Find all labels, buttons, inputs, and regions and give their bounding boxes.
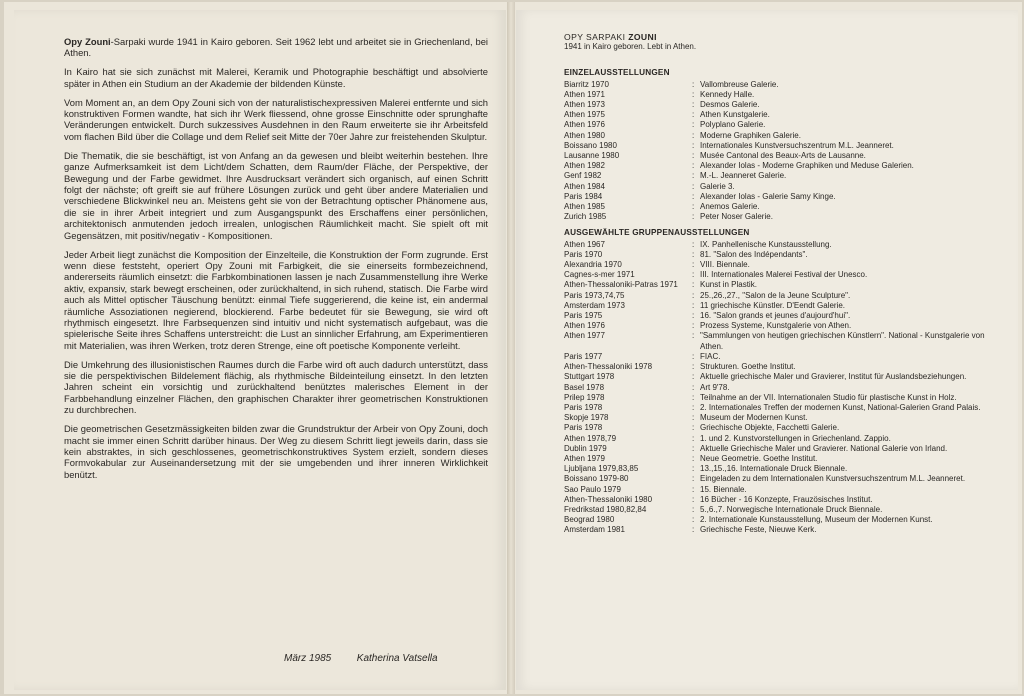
separator: : — [692, 120, 695, 130]
essay-paragraph-7: Die geometrischen Gesetzmässigkeiten bilden zwar die Grundstruktur der Arbeir von Opy Zouni, doch macht sie immer einen Schritt darüber hinaus. Der Weg zu diesem Schritt liegt jeweils darin, dass sie kein abstraktes, in sich geschlossenes, geometrischkonstruktives System erzielt, sondern dieses Formvokabular zur Auseinandersetzung mit der sie umgebenden und ihrer inneren Wirklichkeit benützt. — [64, 423, 488, 480]
exhibition-place: Athen 1971 — [564, 89, 605, 99]
exhibition-row — [564, 454, 1004, 464]
exhibition-place: Athen 1977 — [564, 331, 605, 341]
exhibition-place: Basel 1978 — [564, 382, 605, 392]
separator: : — [692, 270, 695, 280]
exhibition-place: Athen 1975 — [564, 110, 605, 120]
separator: : — [692, 202, 695, 212]
exhibition-description: Athen Kunstgalerie. — [700, 110, 770, 120]
separator: : — [692, 212, 695, 222]
exhibition-row — [564, 485, 1004, 495]
exhibition-place: Athen 1976 — [564, 321, 605, 331]
essay-paragraph-6: Die Umkehrung des illusionistischen Raumes durch die Farbe wird oft auch dadurch unterstützt, dass sie die perspektivischen Bildelement flächig, als rhythmische Bildeinteilung einsetzt. In den letzten Jahren scheint ein vorsichtig und zurückhaltend benütztes malerisches Element in der Farbbehandlung einzelner Flächen, den graphischen Charakter ihrer geometrischen Konstruktionen zu durchbrechen. — [64, 358, 488, 416]
exhibition-description: 13.,15.,16. Internationale Druck Biennale. — [700, 464, 848, 474]
exhibition-row — [564, 464, 1004, 474]
group-section-title: AUSGEWÄHLTE GRUPPENAUSSTELLUNGEN — [564, 228, 750, 238]
exhibition-description: Kunst in Plastik. — [700, 280, 757, 290]
separator: : — [692, 402, 695, 412]
separator: : — [692, 464, 695, 474]
exhibition-description: Aktuelle Griechische Maler und Gravierer. National Galerie von Irland. — [700, 443, 948, 453]
exhibition-description: Desmos Galerie. — [700, 100, 760, 110]
exhibition-place: Athen 1973 — [564, 100, 605, 110]
exhibition-place: Genf 1982 — [564, 171, 602, 181]
exhibition-place: Athen 1984 — [564, 181, 605, 191]
exhibition-row — [564, 291, 1004, 301]
exhibition-description: "Sammlungen von heutigen griechischen Künstlern". National - Kunstgalerie von Athen. — [700, 331, 985, 351]
separator: : — [692, 525, 695, 535]
exhibition-description: 5.,6.,7. Norwegische Internationale Druck Biennale. — [700, 504, 883, 514]
separator: : — [692, 280, 695, 290]
exhibition-row — [564, 505, 1004, 515]
separator: : — [692, 191, 695, 201]
exhibition-description: 2. Internationales Treffen der modernen Kunst, National-Galerien Grand Palais. — [700, 402, 981, 412]
signature-line — [284, 653, 438, 664]
exhibition-row — [564, 474, 1004, 484]
exhibition-place: Alexandria 1970 — [564, 260, 622, 270]
exhibition-description: Strukturen. Goethe Institut. — [700, 362, 796, 372]
exhibition-row — [564, 141, 1004, 151]
exhibition-place: Stuttgart 1978 — [564, 372, 615, 382]
exhibition-description: M.-L. Jeanneret Galerie. — [700, 171, 787, 181]
separator: : — [692, 494, 695, 504]
exhibition-description: Teilnahme an der VII. Internationalen Studio für plastische Kunst in Holz. — [700, 392, 957, 402]
exhibition-description: Aktuelle griechische Maler und Gravierer, Institut für Auslandsbeziehungen. — [700, 372, 967, 382]
separator: : — [692, 300, 695, 310]
exhibition-description: Neue Geometrie. Goethe Institut. — [700, 453, 818, 463]
artist-header: OPY SARPAKI ZOUNI — [564, 32, 657, 42]
exhibition-description: 25.,26.,27., "Salon de la Jeune Sculpture". — [700, 290, 851, 300]
exhibition-row — [564, 120, 1004, 130]
exhibition-place: Sao Paulo 1979 — [564, 484, 621, 494]
exhibition-row — [564, 80, 1004, 90]
exhibition-row — [564, 321, 1004, 331]
exhibition-description: Galerie 3. — [700, 181, 735, 191]
exhibition-row — [564, 280, 1004, 290]
exhibition-row — [564, 393, 1004, 403]
exhibition-description: Alexander Iolas - Moderne Graphiken und Meduse Galerien. — [700, 161, 914, 171]
separator: : — [692, 311, 695, 321]
exhibition-row — [564, 352, 1004, 362]
exhibition-row — [564, 90, 1004, 100]
separator: : — [692, 89, 695, 99]
separator: : — [692, 100, 695, 110]
exhibition-description: Internationales Kunstversuchszentrum M.L. Jeanneret. — [700, 140, 894, 150]
separator: : — [692, 321, 695, 331]
separator: : — [692, 362, 695, 372]
separator: : — [692, 433, 695, 443]
exhibition-place: Zurich 1985 — [564, 212, 607, 222]
separator: : — [692, 79, 695, 89]
exhibition-row — [564, 515, 1004, 525]
exhibition-row — [564, 403, 1004, 413]
exhibition-row — [564, 260, 1004, 270]
exhibition-place: Athen 1982 — [564, 161, 605, 171]
exhibition-place: Athen 1967 — [564, 239, 605, 249]
essay-text — [64, 36, 488, 488]
solo-exhibitions — [564, 80, 1004, 223]
exhibition-place: Athen 1976 — [564, 120, 605, 130]
essay-paragraph-4: Die Thematik, die sie beschäftigt, ist von Anfang an da gewesen und bleibt weiterhin bestehen. Ihre ganze Aufmerksamkeit ist dem Licht/dem Schatten, dem Raum/der Fläche, der Perspektive, der Bewegung und der Farbe gewidmet. Ihre Ausdrucksart verändert sich organisch, auf einen Schritt folgt der nächste; oft greift sie auf frühere Lösungen zurück und geht über andere Materialien und verschiedene Blickwinkel neu an. Meistens geht sie von der Betrachtung optischer Phänomene aus, die sie in ihrer Arbeit integriert und zum Ausgangspunkt des Erschaffens einer persönlichen, architektonisch anmutenden jedoch irrealen, unlogischen Räumlichkeit macht. Sie spielt oft mit Gegensätzen, mit positiv/negativ - Kompositionen. — [64, 149, 488, 241]
exhibition-description: 11 griechische Künstler. D'Eendt Galerie. — [700, 300, 846, 310]
exhibition-row — [564, 444, 1004, 454]
separator: : — [692, 372, 695, 382]
separator: : — [692, 484, 695, 494]
exhibition-description: Alexander Iolas - Galerie Samy Kinge. — [700, 191, 836, 201]
exhibition-row — [564, 171, 1004, 181]
exhibition-description: Vallombreuse Galerie. — [700, 79, 779, 89]
exhibition-place: Paris 1978 — [564, 402, 603, 412]
exhibition-place: Paris 1978 — [564, 423, 603, 433]
exhibition-place: Paris 1975 — [564, 311, 603, 321]
exhibition-description: Polyplano Galerie. — [700, 120, 766, 130]
exhibition-row — [564, 131, 1004, 141]
separator: : — [692, 110, 695, 120]
brochure-spread — [4, 2, 1022, 694]
exhibition-description: 16 Bücher - 16 Konzepte, Frauzösisches Institut. — [700, 494, 873, 504]
exhibition-place: Athen-Thessaloniki 1978 — [564, 362, 653, 372]
separator: : — [692, 453, 695, 463]
separator: : — [692, 351, 695, 361]
exhibition-row — [564, 182, 1004, 192]
exhibition-row — [564, 372, 1004, 382]
exhibition-place: Amsterdam 1981 — [564, 525, 625, 535]
center-fold — [507, 2, 515, 694]
exhibition-place: Ljubljana 1979,83,85 — [564, 464, 639, 474]
exhibition-row — [564, 202, 1004, 212]
exhibition-row — [564, 100, 1004, 110]
exhibition-place: Biarritz 1970 — [564, 79, 609, 89]
separator: : — [692, 504, 695, 514]
exhibition-place: Paris 1977 — [564, 351, 603, 361]
exhibition-row — [564, 161, 1004, 171]
exhibition-row — [564, 331, 1004, 351]
left-page — [14, 10, 506, 690]
exhibition-place: Athen 1978,79 — [564, 433, 617, 443]
exhibition-description: Museum der Modernen Kunst. — [700, 413, 808, 423]
exhibition-description: 16. "Salon grands et jeunes d'aujourd'hui". — [700, 311, 851, 321]
exhibition-row — [564, 413, 1004, 423]
exhibition-row — [564, 270, 1004, 280]
exhibition-description: 15. Biennale. — [700, 484, 747, 494]
exhibition-place: Boissano 1980 — [564, 140, 617, 150]
exhibition-place: Cagnes-s-mer 1971 — [564, 270, 635, 280]
essay-paragraph-3: Vom Moment an, an dem Opy Zouni sich von der naturalistischexpressiven Malerei entfernte und sich konstruktiven Formen wandte, hat sich ihr Werk fliessend, ohne grosse Einschnitte oder sprunghafte Veränderungen entwickelt. Durch sukzessives Ausdehnen in den Raum erweiterte sie ihr Arbeitsfeld vom flachen Bild über die Collage und dem Relief seit Mitte der 70er Jahre zur freistehenden Skulptur. — [64, 96, 488, 142]
exhibition-place: Athen-Thessaloniki-Patras 1971 — [564, 280, 678, 290]
exhibition-place: Athen 1980 — [564, 130, 605, 140]
exhibition-description: IX. Panhellenische Kunstausstellung. — [700, 239, 832, 249]
separator: : — [692, 413, 695, 423]
separator: : — [692, 260, 695, 270]
separator: : — [692, 151, 695, 161]
separator: : — [692, 290, 695, 300]
exhibition-description: III. Internationales Malerei Festival der Unesco. — [700, 270, 868, 280]
exhibition-place: Paris 1970 — [564, 249, 603, 259]
essay-author: Katherina Vatsella — [356, 653, 438, 664]
essay-paragraph-1: Opy Zouni-Sarpaki wurde 1941 in Kairo geboren. Seit 1962 lebt und arbeitet sie in Griechenland, bei Athen. — [64, 36, 488, 59]
exhibition-row — [564, 434, 1004, 444]
exhibition-description: 2. Internationale Kunstausstellung, Museum der Modernen Kunst. — [700, 515, 933, 525]
exhibition-place: Skopje 1978 — [564, 413, 609, 423]
separator: : — [692, 249, 695, 259]
exhibition-row — [564, 151, 1004, 161]
exhibition-description: Moderne Graphiken Galerie. — [700, 130, 801, 140]
exhibition-description: Peter Noser Galerie. — [700, 212, 773, 222]
essay-paragraph-2: In Kairo hat sie sich zunächst mit Malerei, Keramik und Photographie beschäftigt und absolvierte später in Athen ein Studium an der Akademie der bildenden Künste. — [64, 66, 488, 89]
exhibition-place: Athen-Thessaloniki 1980 — [564, 494, 653, 504]
exhibition-place: Athen 1985 — [564, 202, 605, 212]
exhibition-row — [564, 250, 1004, 260]
separator: : — [692, 515, 695, 525]
exhibition-row — [564, 495, 1004, 505]
exhibition-description: Griechische Feste, Nieuwe Kerk. — [700, 525, 817, 535]
exhibition-description: Prozess Systeme, Kunstgalerie von Athen. — [700, 321, 852, 331]
exhibition-row — [564, 301, 1004, 311]
exhibition-place: Fredrikstad 1980,82,84 — [564, 504, 647, 514]
exhibition-description: Musée Cantonal des Beaux-Arts de Lausanne. — [700, 151, 866, 161]
exhibition-place: Amsterdam 1973 — [564, 300, 625, 310]
separator: : — [692, 392, 695, 402]
separator: : — [692, 474, 695, 484]
group-exhibitions — [564, 240, 1004, 536]
essay-date: März 1985 — [284, 653, 332, 664]
exhibition-row — [564, 311, 1004, 321]
exhibition-list — [564, 32, 1004, 536]
exhibition-row — [564, 212, 1004, 222]
exhibition-description: Anemos Galerie. — [700, 202, 760, 212]
exhibition-row — [564, 240, 1004, 250]
right-page — [516, 10, 1018, 690]
separator: : — [692, 331, 695, 341]
exhibition-row — [564, 423, 1004, 433]
artist-name-bold: Opy Zouni — [64, 36, 111, 47]
exhibition-description: Kennedy Halle. — [700, 89, 755, 99]
essay-paragraph-5: Jeder Arbeit liegt zunächst die Komposition der Einzelteile, die Konstruktion der Form zugrunde. Erst wenn diese feststeht, operiert Opy Zouni mit Farbigkeit, die sie einerseits formbezeichnend, andererseits räumlich einsetzt: die Farbkombinationen lassen je nach Zusammenstellung ihre Werke aktiv, expansiv, stark bewegt erscheinen, oder zurückhaltend, in sich ruhend, statisch. Die Farbe wird auch als Mittel optischer Täuschung benützt: einmal Tiefe suggerierend, die keine ist, ein andermal räumliche Assoziationen negierend, blockierend. Farbe bedeutet für sie Bewegung, sie wird oft rhythmisch eingesetzt. Ihre Farbsequenzen sind intuitiv und nicht systematisch aufgebaut, was die spielerische Seite ihres Schaffens unterstreicht: die Lust an sinnlicher Erfahrung, am Experimentieren mit Materialien, was ihren Werken, trotz deren Strenge, eine oft poetische Komponente verleiht. — [64, 248, 488, 351]
exhibition-place: Beograd 1980 — [564, 515, 615, 525]
exhibition-place: Paris 1984 — [564, 191, 603, 201]
exhibition-description: VIII. Biennale. — [700, 260, 750, 270]
exhibition-place: Paris 1973,74,75 — [564, 290, 625, 300]
solo-section-title: EINZELAUSSTELLUNGEN — [564, 68, 670, 78]
separator: : — [692, 171, 695, 181]
separator: : — [692, 140, 695, 150]
exhibition-row — [564, 362, 1004, 372]
exhibition-row — [564, 383, 1004, 393]
exhibition-row — [564, 192, 1004, 202]
artist-subheader: 1941 in Kairo geboren. Lebt in Athen. — [564, 42, 697, 52]
exhibition-place: Prilep 1978 — [564, 392, 605, 402]
exhibition-description: FIAC. — [700, 351, 721, 361]
exhibition-description: Eingeladen zu dem Internationalen Kunstversuchszentrum M.L. Jeanneret. — [700, 474, 966, 484]
exhibition-place: Dublin 1979 — [564, 443, 607, 453]
separator: : — [692, 443, 695, 453]
separator: : — [692, 239, 695, 249]
exhibition-place: Boissano 1979-80 — [564, 474, 629, 484]
exhibition-description: Griechische Objekte, Facchetti Galerie. — [700, 423, 840, 433]
separator: : — [692, 130, 695, 140]
exhibition-place: Lausanne 1980 — [564, 151, 620, 161]
exhibition-row — [564, 110, 1004, 120]
separator: : — [692, 423, 695, 433]
exhibition-place: Athen 1979 — [564, 453, 605, 463]
separator: : — [692, 382, 695, 392]
exhibition-description: 81. "Salon des Indépendants". — [700, 249, 808, 259]
exhibition-row — [564, 525, 1004, 535]
separator: : — [692, 181, 695, 191]
exhibition-description: Art 9'78. — [700, 382, 730, 392]
separator: : — [692, 161, 695, 171]
exhibition-description: 1. und 2. Kunstvorstellungen in Griechenland. Zappio. — [700, 433, 891, 443]
